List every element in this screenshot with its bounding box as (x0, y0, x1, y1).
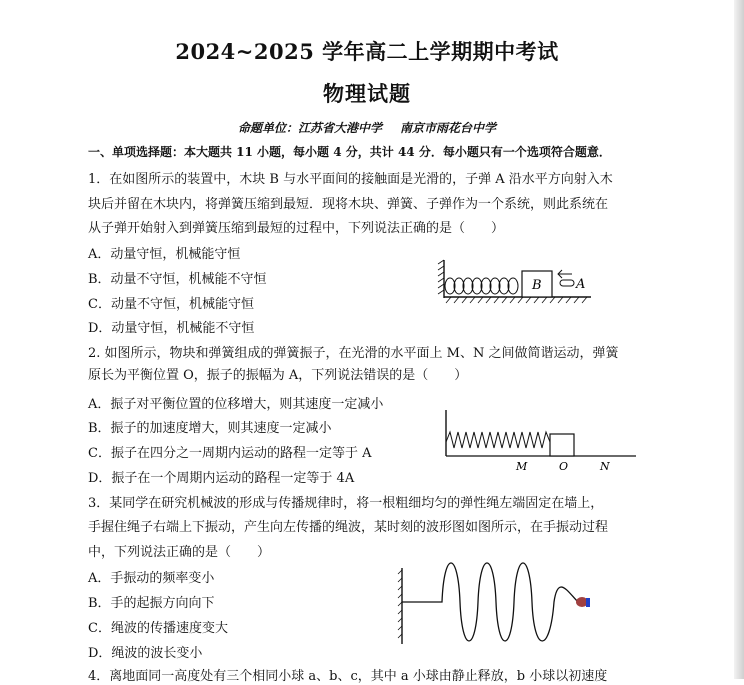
exam-title: 2024~2025 学年高二上学期期中考试 (175, 39, 559, 64)
q2-option-c: C．振子在四分之一周期内运动的路程一定等于 A (88, 446, 372, 461)
q2-line-1: 2. 如图所示，物块和弹簧组成的弹簧振子，在光滑的水平面上 M、N 之间做简谐运动，弹簧 (88, 346, 619, 361)
q1-figure (436, 258, 596, 308)
authors-line (0, 119, 734, 136)
authors-label: 命题单位： (237, 121, 298, 135)
q3-option-a: A．手振动的频率变小 (88, 571, 215, 586)
page-edge (734, 0, 744, 679)
q3-line-1: 3．某同学在研究机械波的形成与传播规律时，将一根粗细均匀的弹性绳左端固定在墙上， (88, 496, 604, 511)
q2-block (550, 434, 574, 456)
q4-line-1: 4．离地面同一高度处有三个相同小球 a、b、c，其中 a 小球由静止释放，b 小球以初速度 (88, 669, 608, 684)
subject-title: 物理试题 (323, 81, 411, 106)
q3-line-2: 手握住绳子右端上下振动，产生向左传播的绳波，某时刻的波形图如图所示，在手振动过程 (88, 520, 609, 535)
q1-line-2: 块后并留在木块内，将弹簧压缩到最短．现将木块、弹簧、子弹作为一个系统，则此系统在 (88, 197, 609, 212)
q3-line-3: 中，下列说法正确的是（ ） (88, 545, 271, 560)
hand-icon (576, 597, 590, 607)
q1-option-c: C．动量不守恒，机械能守恒 (88, 297, 254, 312)
q2-figure (440, 408, 640, 474)
q3-option-d: D．绳波的波长变小 (88, 646, 203, 661)
q1-option-a: A．动量守恒，机械能守恒 (88, 247, 241, 262)
q2-label-o: O (559, 460, 569, 473)
q2-label-n: N (600, 460, 610, 473)
q2-line-2: 原长为平衡位置 O，振子的振幅为 A，下列说法错误的是（ ） (88, 368, 468, 383)
q2-spring (446, 432, 550, 448)
q3-figure (396, 554, 596, 650)
q2-label-m: M (516, 460, 528, 473)
q1-block-label: B (532, 278, 542, 293)
section-header: 一、单项选择题：本大题共 11 小题，每小题 4 分，共计 44 分．每小题只有一个选项符合题意． (88, 145, 611, 159)
q3-option-b: B．手的起振方向向下 (88, 596, 215, 611)
q2-option-a: A．振子对平衡位置的位移增大，则其速度一定减小 (88, 397, 384, 412)
q2-option-b: B．振子的加速度增大，则其速度一定减小 (88, 421, 332, 436)
author-2: 南京市雨花台中学 (400, 121, 497, 135)
q3-wave (402, 563, 578, 641)
q1-bullet-label: A (576, 277, 586, 292)
q3-option-c: C．绳波的传播速度变大 (88, 621, 228, 636)
q1-line-3: 从子弹开始射入到弹簧压缩到最短的过程中，下列说法正确的是（ ） (88, 221, 505, 236)
author-1: 江苏省大港中学 (297, 121, 382, 135)
q1-bullet (560, 280, 574, 286)
q2-option-d: D．振子在一个周期内运动的路程一定等于 4A (88, 471, 355, 486)
q1-option-b: B．动量不守恒，机械能不守恒 (88, 272, 267, 287)
q1-option-d: D．动量守恒，机械能不守恒 (88, 321, 255, 336)
q1-line-1: 1．在如图所示的装置中，木块 B 与水平面间的接触面是光滑的，子弹 A 沿水平方向射入木 (88, 172, 613, 187)
